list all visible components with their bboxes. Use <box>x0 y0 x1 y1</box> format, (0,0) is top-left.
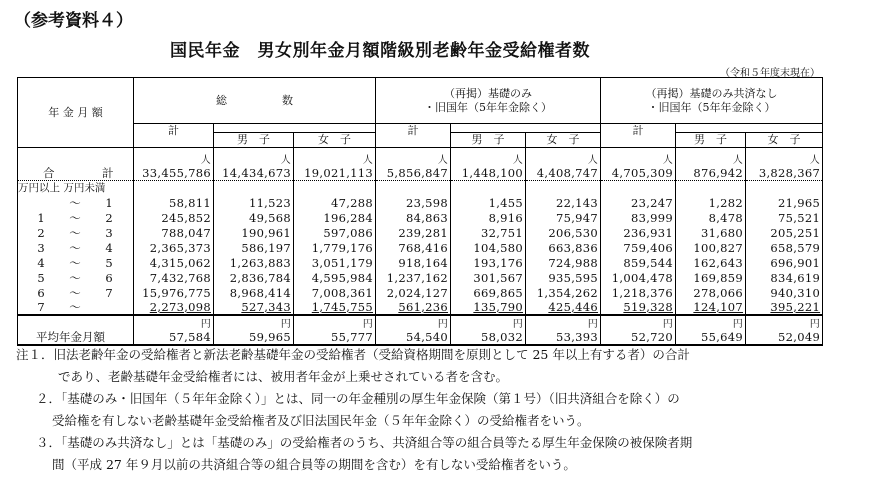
average-value: 59,965 <box>248 330 291 344</box>
table-cell: 935,595 <box>526 270 601 285</box>
table-cell: 75,521 <box>746 210 823 225</box>
table-cell: 245,852 <box>134 210 214 225</box>
header-female: 女 子 <box>526 133 601 148</box>
total-cell <box>294 148 376 181</box>
range-to: 6 <box>105 271 113 285</box>
range-from: 5 <box>37 271 45 285</box>
range-header: 万円以上 万円未満 <box>18 181 134 196</box>
table-cell: 23,247 <box>601 195 676 210</box>
unit-yen: 円 <box>362 319 374 330</box>
table-cell: 8,916 <box>451 210 526 225</box>
header-group-no-mutual-aid: （再掲）基礎のみ共済なし ・旧国年（5年年金除く） <box>601 78 823 124</box>
table-row <box>18 225 823 240</box>
table-cell: 58,811 <box>134 195 214 210</box>
table-cell: 2,836,784 <box>214 270 294 285</box>
table-cell: 940,310 <box>746 285 823 300</box>
table-cell: 21,965 <box>746 195 823 210</box>
table-cell: 205,251 <box>746 225 823 240</box>
header-female: 女 子 <box>746 133 823 148</box>
table-cell: 190,961 <box>214 225 294 240</box>
total-cell <box>214 148 294 181</box>
range-label <box>18 225 134 240</box>
table-cell: 4,315,062 <box>134 255 214 270</box>
table-cell: 8,968,414 <box>214 285 294 300</box>
table-row <box>18 270 823 285</box>
total-label <box>18 148 134 181</box>
table-cell: 83,999 <box>601 210 676 225</box>
average-value: 55,649 <box>700 330 744 344</box>
range-label <box>18 255 134 270</box>
range-to: 7 <box>105 286 113 300</box>
header-total: 計 <box>601 124 676 148</box>
table-cell: 3,051,179 <box>294 255 376 270</box>
header-group-total: 総 数 <box>134 78 376 124</box>
table-cell: 519,328 <box>601 300 676 315</box>
unit-people: 人 <box>587 155 599 166</box>
unit-people: 人 <box>437 155 449 166</box>
average-cell <box>214 315 294 345</box>
table-cell: 8,478 <box>676 210 746 225</box>
header-male: 男 子 <box>676 133 746 148</box>
average-cell <box>746 315 823 345</box>
table-row <box>18 210 823 225</box>
table-cell: 4,595,984 <box>294 270 376 285</box>
unit-people: 人 <box>362 155 374 166</box>
table-cell: 1,237,162 <box>376 270 451 285</box>
average-cell <box>526 315 601 345</box>
table-cell: 206,530 <box>526 225 601 240</box>
note-2-cont: 受給権を有しない老齢基礎年金受給権者及び旧法国民年金（５年年金除く）の受給権者をいう。 <box>52 413 590 428</box>
table-cell: 104,580 <box>451 240 526 255</box>
average-value: 55,777 <box>330 330 374 344</box>
tilde: ～ <box>69 226 81 240</box>
table-cell: 75,947 <box>526 210 601 225</box>
range-label <box>18 240 134 255</box>
total-row <box>18 148 823 181</box>
table-row <box>18 195 823 210</box>
note-1-cont: であり、老齢基礎年金受給権者には、被用者年金が上乗せされている者を含む。 <box>58 369 509 384</box>
table-cell: 301,567 <box>451 270 526 285</box>
range-to: 4 <box>105 241 113 255</box>
total-cell <box>134 148 214 181</box>
range-label <box>18 285 134 300</box>
total-label-a: 合 <box>43 166 55 180</box>
header-male: 男 子 <box>214 133 294 148</box>
table-cell: 7,008,361 <box>294 285 376 300</box>
unit-people: 人 <box>732 155 744 166</box>
tilde: ～ <box>69 271 81 285</box>
unit-people: 人 <box>280 155 291 166</box>
table-cell: 1,745,755 <box>294 300 376 315</box>
unit-yen: 円 <box>512 319 524 330</box>
unit-yen: 円 <box>809 319 821 330</box>
total-cell <box>526 148 601 181</box>
range-header-row <box>18 181 823 196</box>
table-cell: 278,066 <box>676 285 746 300</box>
total-cell <box>746 148 823 181</box>
table-cell: 696,901 <box>746 255 823 270</box>
table-cell: 759,406 <box>601 240 676 255</box>
table-cell: 239,281 <box>376 225 451 240</box>
table-cell: 425,446 <box>526 300 601 315</box>
total-value: 3,828,367 <box>758 166 821 180</box>
average-cell <box>601 315 676 345</box>
note-1: 注１．旧法老齢年金の受給権者と新法老齢基礎年金の受給権者（受給資格期間を原則として 25 年以上有する者）の合計 <box>16 347 690 362</box>
total-value: 4,705,309 <box>611 166 674 180</box>
table-cell: 1,218,376 <box>601 285 676 300</box>
unit-people: 人 <box>200 155 211 166</box>
tilde: ～ <box>69 196 81 210</box>
range-label <box>18 210 134 225</box>
range-from: 3 <box>37 241 45 255</box>
range-from: 7 <box>37 300 45 314</box>
average-cell <box>676 315 746 345</box>
range-from: 6 <box>37 286 45 300</box>
header-pension-amount: 年 金 月 額 <box>18 78 134 148</box>
unit-yen: 円 <box>662 319 674 330</box>
table-cell: 586,197 <box>214 240 294 255</box>
tilde: ～ <box>69 256 81 270</box>
total-value: 1,448,100 <box>461 166 524 180</box>
reference-label: （参考資料４） <box>14 11 133 31</box>
unit-people: 人 <box>512 155 524 166</box>
table-cell: 169,859 <box>676 270 746 285</box>
average-value: 53,393 <box>555 330 599 344</box>
average-cell <box>134 315 214 345</box>
pension-table <box>17 77 823 346</box>
table-cell: 49,568 <box>214 210 294 225</box>
range-label <box>18 300 134 315</box>
average-value: 52,720 <box>630 330 674 344</box>
average-label: 平均年金月額 <box>18 315 134 345</box>
note-3: ３．「基礎のみ共済なし」とは「基礎のみ」の受給権者のうち、共済組合等の組合員等たる厚生年金保険の被保険者期 <box>36 435 693 450</box>
total-value: 33,455,786 <box>142 166 211 180</box>
tilde: ～ <box>69 286 81 300</box>
total-cell <box>376 148 451 181</box>
note-3-cont: 間（平成 27 年９月以前の共済組合等の組合員等の期間を含む）を有しない受給権者をいう。 <box>52 457 576 472</box>
table-cell: 918,164 <box>376 255 451 270</box>
table-cell: 658,579 <box>746 240 823 255</box>
total-value: 5,856,847 <box>386 166 449 180</box>
range-label <box>18 270 134 285</box>
range-from: 1 <box>37 211 45 225</box>
average-cell <box>451 315 526 345</box>
table-cell: 859,544 <box>601 255 676 270</box>
total-value: 4,408,747 <box>536 166 599 180</box>
total-value: 14,434,673 <box>222 166 291 180</box>
table-cell: 196,284 <box>294 210 376 225</box>
table-cell: 395,221 <box>746 300 823 315</box>
total-cell <box>451 148 526 181</box>
table-cell: 834,619 <box>746 270 823 285</box>
table-cell: 1,263,883 <box>214 255 294 270</box>
average-cell <box>294 315 376 345</box>
table-cell: 768,416 <box>376 240 451 255</box>
table-cell: 162,643 <box>676 255 746 270</box>
total-label-b: 計 <box>102 166 114 180</box>
range-to: 1 <box>105 196 113 210</box>
table-cell: 23,598 <box>376 195 451 210</box>
page-title: 国民年金 男女別年金月額階級別老齢年金受給権者数 <box>170 41 590 61</box>
table-cell: 724,988 <box>526 255 601 270</box>
unit-yen: 円 <box>437 319 449 330</box>
table-cell: 47,288 <box>294 195 376 210</box>
unit-people: 人 <box>662 155 674 166</box>
notes <box>16 344 692 476</box>
header-total: 計 <box>134 124 214 148</box>
table-cell: 31,680 <box>676 225 746 240</box>
tilde: ～ <box>69 211 81 225</box>
average-value: 54,540 <box>405 330 449 344</box>
total-value: 19,021,113 <box>304 166 374 180</box>
table-cell: 1,354,262 <box>526 285 601 300</box>
table-cell: 7,432,768 <box>134 270 214 285</box>
table-row <box>18 240 823 255</box>
table-cell: 1,004,478 <box>601 270 676 285</box>
table-row <box>18 255 823 270</box>
table-cell: 669,865 <box>451 285 526 300</box>
header-total: 計 <box>376 124 451 148</box>
table-cell: 100,827 <box>676 240 746 255</box>
tilde: ～ <box>69 300 81 314</box>
table-cell: 1,779,176 <box>294 240 376 255</box>
header-female: 女 子 <box>294 133 376 148</box>
table-cell: 84,863 <box>376 210 451 225</box>
range-to: 5 <box>105 256 113 270</box>
average-value: 57,584 <box>168 330 211 344</box>
total-cell <box>676 148 746 181</box>
note-2: ２．「基礎のみ・旧国年（５年年金除く）」とは、同一の年金種別の厚生年金保険（第１号）（旧共済組合を除く）の <box>36 391 680 406</box>
header-group-basic-only: （再掲）基礎のみ ・旧国年（5年年金除く） <box>376 78 601 124</box>
table-cell: 597,086 <box>294 225 376 240</box>
unit-yen: 円 <box>732 319 744 330</box>
table-cell: 15,976,775 <box>134 285 214 300</box>
header-male: 男 子 <box>451 133 526 148</box>
table-cell: 124,107 <box>676 300 746 315</box>
table-cell: 663,836 <box>526 240 601 255</box>
range-from: 4 <box>37 256 45 270</box>
table-cell: 236,931 <box>601 225 676 240</box>
range-to: 3 <box>105 226 113 240</box>
table-cell: 11,523 <box>214 195 294 210</box>
unit-yen: 円 <box>587 319 599 330</box>
table-cell: 2,024,127 <box>376 285 451 300</box>
unit-people: 人 <box>809 155 821 166</box>
total-cell <box>601 148 676 181</box>
table-cell: 193,176 <box>451 255 526 270</box>
table-cell: 561,236 <box>376 300 451 315</box>
table-cell: 527,343 <box>214 300 294 315</box>
average-cell <box>376 315 451 345</box>
unit-yen: 円 <box>280 319 291 330</box>
as-of-date: （令和５年度末現在） <box>720 68 820 79</box>
range-to: 2 <box>105 211 113 225</box>
tilde: ～ <box>69 241 81 255</box>
table-cell: 2,273,098 <box>134 300 214 315</box>
table-cell: 1,455 <box>451 195 526 210</box>
unit-yen: 円 <box>200 319 211 330</box>
table-row <box>18 285 823 300</box>
total-value: 876,942 <box>693 166 744 180</box>
range-label <box>18 195 134 210</box>
average-value: 52,049 <box>778 330 821 344</box>
table-cell: 1,282 <box>676 195 746 210</box>
table-row <box>18 300 823 315</box>
table-cell: 22,143 <box>526 195 601 210</box>
table-cell: 788,047 <box>134 225 214 240</box>
average-row <box>18 315 823 345</box>
range-from: 2 <box>37 226 45 240</box>
table-cell: 2,365,373 <box>134 240 214 255</box>
average-value: 58,032 <box>480 330 524 344</box>
table-cell: 32,751 <box>451 225 526 240</box>
table-cell: 135,790 <box>451 300 526 315</box>
